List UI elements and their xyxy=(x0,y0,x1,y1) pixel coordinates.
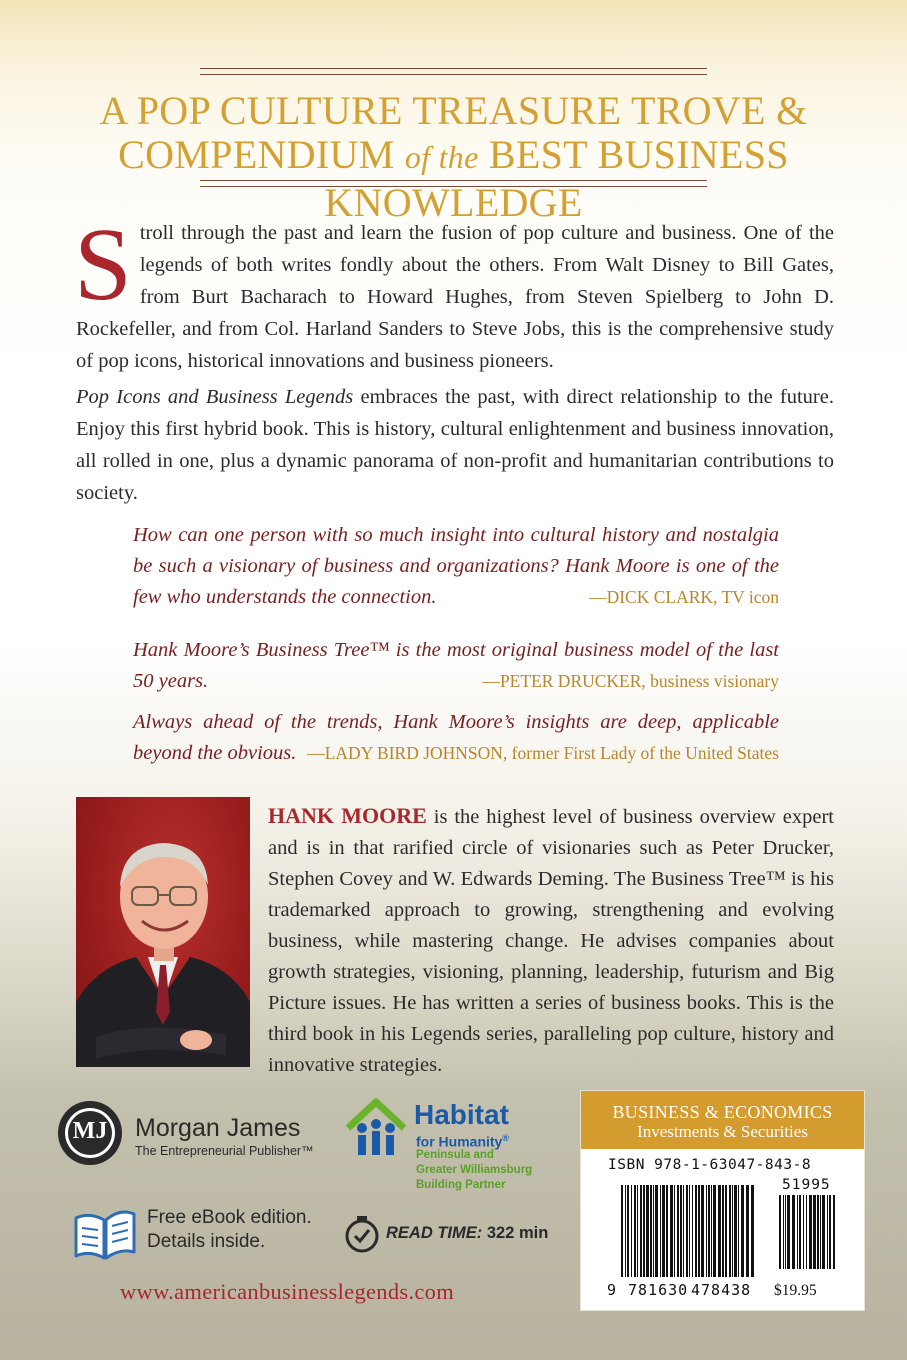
barcode-bar xyxy=(806,1195,807,1269)
barcode-bar xyxy=(751,1185,754,1277)
ebook-line-2: Details inside. xyxy=(147,1231,266,1252)
barcode-bar xyxy=(674,1185,675,1277)
free-ebook-notice xyxy=(72,1204,332,1274)
testimonial-attribution: —DICK CLARK, TV icon xyxy=(589,587,779,607)
open-book-icon xyxy=(72,1208,138,1262)
barcode-bar xyxy=(660,1185,661,1277)
barcode-panel xyxy=(580,1090,865,1311)
habitat-registered-mark: ® xyxy=(502,1133,509,1143)
bottom-ornament-rule xyxy=(200,180,707,187)
category-primary: BUSINESS & ECONOMICS xyxy=(612,1102,833,1122)
barcode-bar xyxy=(637,1185,638,1277)
barcode-bar xyxy=(634,1185,636,1277)
habitat-partner-line: Greater Williamsburg xyxy=(416,1164,533,1176)
barcode-bar xyxy=(820,1195,821,1269)
habitat-logo xyxy=(344,1096,574,1206)
isbn-number: ISBN 978-1-63047-843-8 xyxy=(608,1157,812,1173)
barcode-bar xyxy=(650,1185,652,1277)
barcode-bar xyxy=(701,1185,704,1277)
testimonial-clark xyxy=(133,520,779,613)
headline-of-the: of the xyxy=(404,139,479,175)
barcode-bar xyxy=(689,1185,690,1277)
author-bio-text: is the highest level of business overview expert and is in that rarified circle of visionaries such as Peter Drucker, Stephen Covey and W. Edwards Deming. The Business Tree™ is his trademarked approach to growing, strengthening and evolving business, while mastering change. He advises companies about growth strategies, visioning, planning, leadership, futurism and Big Picture issues. He has written a series of business books. This is the third book in his Legends series, paralleling pop culture, history and innovative strategies. xyxy=(268,806,834,1076)
ean-first-digit: 9 xyxy=(607,1281,617,1299)
intro-paragraph-1 xyxy=(74,207,834,377)
testimonial-text: Hank Moore’s Business Tree™ is the most original business model of the last 50 years. xyxy=(133,639,779,692)
read-time xyxy=(342,1212,572,1262)
barcode-bar xyxy=(827,1195,828,1269)
category-secondary: Investments & Securities xyxy=(637,1122,808,1141)
publisher-tagline: The Entrepreneurial Publisher™ xyxy=(135,1144,314,1158)
barcode-bar xyxy=(631,1185,632,1277)
read-time-value: 322 min xyxy=(486,1224,549,1242)
headline-best-business: BEST BUSINESS KNOWLEDGE xyxy=(324,132,789,225)
barcode-bar xyxy=(708,1185,710,1277)
barcode-bar xyxy=(627,1185,629,1277)
website-url: www.americanbusinesslegends.com xyxy=(120,1279,455,1304)
book-title: Pop Icons and Business Legends xyxy=(76,386,354,408)
testimonial-johnson xyxy=(133,707,779,769)
headline-line-1: A POP CULTURE TREASURE TROVE & xyxy=(99,88,808,133)
barcode-bar xyxy=(725,1185,727,1277)
barcode-bar xyxy=(829,1195,831,1269)
barcode-bar xyxy=(643,1185,645,1277)
author-bio xyxy=(268,800,834,1081)
barcode-bar xyxy=(653,1185,654,1277)
ebook-line-1: Free eBook edition. xyxy=(147,1207,312,1228)
author-name: HANK MOORE xyxy=(268,803,427,828)
barcode-bar xyxy=(799,1195,801,1269)
barcode-bar xyxy=(809,1195,812,1269)
barcode-bar xyxy=(670,1185,673,1277)
barcode-bar xyxy=(732,1185,733,1277)
category-label xyxy=(581,1091,864,1149)
barcode-bar xyxy=(686,1185,688,1277)
barcode-bar xyxy=(738,1185,739,1277)
author-photo xyxy=(76,797,250,1067)
top-ornament-rule xyxy=(200,68,707,75)
barcode-bar xyxy=(640,1185,642,1277)
barcode-bar xyxy=(783,1195,784,1269)
barcode-bar xyxy=(698,1185,700,1277)
barcode-bar xyxy=(713,1185,716,1277)
barcode-bar xyxy=(734,1185,737,1277)
barcode-bar xyxy=(787,1195,790,1269)
barcode-bar xyxy=(833,1195,835,1269)
barcode-bar xyxy=(692,1185,693,1277)
habitat-house-icon xyxy=(344,1098,408,1156)
barcode-bar xyxy=(655,1185,658,1277)
testimonial-attribution: —PETER DRUCKER, business visionary xyxy=(482,671,779,691)
publisher-logo xyxy=(55,1098,335,1168)
barcode-bar xyxy=(746,1185,749,1277)
mj-logo-letters: MJ xyxy=(72,1118,108,1144)
barcode-bar xyxy=(822,1195,825,1269)
barcode-bar xyxy=(813,1195,816,1269)
barcode-bar xyxy=(817,1195,819,1269)
barcode-bar xyxy=(680,1185,682,1277)
barcode-bar xyxy=(792,1195,795,1269)
barcode-bar xyxy=(625,1185,626,1277)
ean-left-group: 781630 xyxy=(628,1281,689,1299)
testimonial-text: How can one person with so much insight into cultural history and nostalgia be such a visionary of business and organizations? Hank Moore is one of the few who understands the connection. xyxy=(133,524,779,608)
barcode-bar xyxy=(803,1195,804,1269)
barcode-bar xyxy=(695,1185,697,1277)
barcode-bar xyxy=(729,1185,731,1277)
testimonial-drucker xyxy=(133,635,779,697)
barcode-bar xyxy=(718,1185,721,1277)
intro-paragraph-2-text: embraces the past, with direct relationship to the future. Enjoy this first hybrid book. This is history, cultural enlightenment and business innovation, all rolled in one, plus a dynamic panorama of non-profit and humanitarian contributions to society. xyxy=(76,386,834,504)
barcode-bar xyxy=(711,1185,712,1277)
barcode-bar xyxy=(683,1185,684,1277)
price: $19.95 xyxy=(774,1282,817,1299)
barcode-bar xyxy=(662,1185,665,1277)
barcode-bar xyxy=(706,1185,707,1277)
addon-barcode xyxy=(779,1195,839,1269)
intro-paragraph-2 xyxy=(76,381,834,509)
barcode-bar xyxy=(797,1195,798,1269)
barcode-bar xyxy=(722,1185,724,1277)
barcode-bar xyxy=(677,1185,679,1277)
habitat-for-humanity: for Humanity xyxy=(416,1133,503,1150)
testimonial-attribution: —LADY BIRD JOHNSON, former First Lady of the United States xyxy=(307,743,779,763)
drop-cap: S xyxy=(74,207,132,322)
barcode-bar xyxy=(621,1185,623,1277)
headline-line-2 xyxy=(0,132,907,226)
price-addon-code: 51995 xyxy=(782,1177,831,1193)
barcode-bar xyxy=(741,1185,744,1277)
read-time-label: READ TIME: xyxy=(386,1224,483,1242)
intro-paragraph-1-text: troll through the past and learn the fusion of pop culture and business. One of the legends of both writes fondly about the others. From Walt Disney to Bill Gates, from Burt Bacharach to Howard Hughes, from Steven Spielberg to John D. Rockefeller, and from Col. Harland Sanders to Steve Jobs, this is the comprehensive study of pop icons, historical innovations and business pioneers. xyxy=(76,222,834,372)
testimonial-text: Always ahead of the trends, Hank Moore’s insights are deep, applicable beyond the obvious. xyxy=(133,711,779,764)
barcode-bar xyxy=(785,1195,786,1269)
headline-compendium: COMPENDIUM xyxy=(118,132,395,177)
isbn-barcode xyxy=(621,1185,759,1277)
publisher-name: Morgan James xyxy=(135,1114,301,1142)
habitat-name: Habitat xyxy=(414,1099,509,1130)
barcode-bar xyxy=(779,1195,781,1269)
barcode-bar xyxy=(666,1185,668,1277)
stopwatch-icon xyxy=(342,1214,382,1254)
habitat-partner-line: Building Partner xyxy=(416,1179,506,1191)
habitat-partner-line: Peninsula and xyxy=(416,1149,494,1161)
barcode-bar xyxy=(646,1185,649,1277)
ean-right-group: 478438 xyxy=(691,1281,752,1299)
